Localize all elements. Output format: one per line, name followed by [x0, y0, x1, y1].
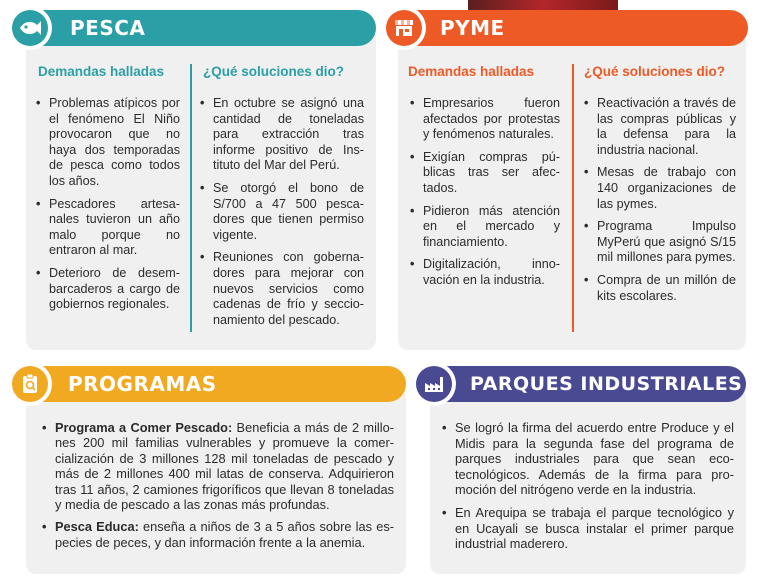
- list-item: • Reuniones con gobernadores para mejorar con nuevos servicios como cadenas de frío y seccionamiento del pescado.: [200, 250, 364, 328]
- pesca-demandas-heading: Demandas halladas: [38, 64, 165, 79]
- list-item: • En Arequipa se trabaja el parque tecnológico y en Ucayali se busca instalar el primer parque industrial maderero.: [442, 505, 734, 552]
- pyme-demandas-heading: Demandas halladas: [408, 64, 535, 79]
- programas-badge: [8, 362, 52, 406]
- top-photo-strip: [468, 0, 618, 10]
- list-item: [42, 420, 394, 512]
- pesca-header: [22, 10, 376, 46]
- clipboard-icon: [18, 372, 42, 396]
- pesca-divider: [190, 64, 192, 332]
- programas-list: [42, 420, 394, 557]
- pyme-soluciones-heading: ¿Qué soluciones dio?: [584, 64, 726, 79]
- factory-icon: [422, 372, 446, 396]
- parques-badge: [412, 362, 456, 406]
- pyme-divider: [572, 64, 574, 332]
- programa-text: enseña a niños de 3 a 5 años sobre las especies de peces, y dan información frente a la anemia.: [55, 519, 394, 550]
- programa-text: Beneficia a más de 2 millones 200 mil familias vulnerables y promueve la comercialización de 3 millones 128 mil toneladas de pescado y más de 2 millones 400 mil latas de conserva. Adquirieron tras 11 años, 2 camiones frigoríficos que llevan 8 toneladas y media de pescado a las zonas más profundas.: [55, 420, 394, 513]
- fish-icon: [17, 15, 43, 41]
- list-item: • Programa Impulso MyPerú que asignó S/15 mil millones para pymes.: [584, 219, 736, 266]
- programas-title: PROGRAMAS: [68, 372, 217, 396]
- list-item: • Problemas atípicos por el fenómeno El Niño provocaron que no haya dos temporadas de pesca como todos los años.: [36, 96, 180, 190]
- store-icon: [392, 16, 416, 40]
- list-item: • Exigían compras públicas tras ser afectados.: [410, 150, 560, 197]
- list-item: [42, 519, 394, 550]
- pesca-badge: [8, 6, 52, 50]
- pyme-demandas-list: [410, 96, 560, 296]
- parques-list: [442, 420, 734, 559]
- pesca-soluciones-heading: ¿Qué soluciones dio?: [203, 64, 345, 79]
- pesca-demandas-list: [36, 96, 180, 320]
- parques-header: [426, 366, 746, 402]
- pesca-title: PESCA: [70, 16, 146, 40]
- pyme-title: PYME: [440, 16, 505, 40]
- list-item: • Digitalización, innovación en la industria.: [410, 257, 560, 288]
- list-item: • Empresarios fueron afectados por protestas y fenómenos naturales.: [410, 96, 560, 143]
- list-item: • Deterioro de desembarcaderos a cargo de gobiernos regionales.: [36, 266, 180, 313]
- pesca-soluciones-list: [200, 96, 364, 335]
- list-item: • Compra de un millón de kits escolares.: [584, 273, 736, 304]
- pyme-badge: [382, 6, 426, 50]
- pyme-soluciones-list: [584, 96, 736, 311]
- list-item: • En octubre se asignó una cantidad de toneladas para extracción tras informe positivo de Instituto del Mar del Perú.: [200, 96, 364, 174]
- list-item: • Reactivación a través de las compras públicas y la defensa para la industria nacional.: [584, 96, 736, 158]
- list-item: • Se logró la firma del acuerdo entre Produce y el Midis para la segunda fase del programa de parques industriales para que sean ecotecnológicos. Además de la firma para promoción del nitrógeno verde en la industria.: [442, 420, 734, 498]
- programa-lead: Programa a Comer Pescado:: [55, 420, 233, 435]
- programa-lead: Pesca Educa:: [55, 519, 139, 535]
- list-item: • Se otorgó el bono de S/700 a 47 500 pescadores que tienen permiso vigente.: [200, 181, 364, 243]
- pyme-header: [396, 10, 748, 46]
- list-item: • Mesas de trabajo con 140 organizaciones de las pymes.: [584, 165, 736, 212]
- list-item: • Pidieron más atención en el mercado y financiamiento.: [410, 204, 560, 251]
- programas-header: [22, 366, 406, 402]
- parques-title: PARQUES INDUSTRIALES: [470, 373, 743, 395]
- list-item: • Pescadores artesanales tuvieron un año malo porque no entraron al mar.: [36, 197, 180, 259]
